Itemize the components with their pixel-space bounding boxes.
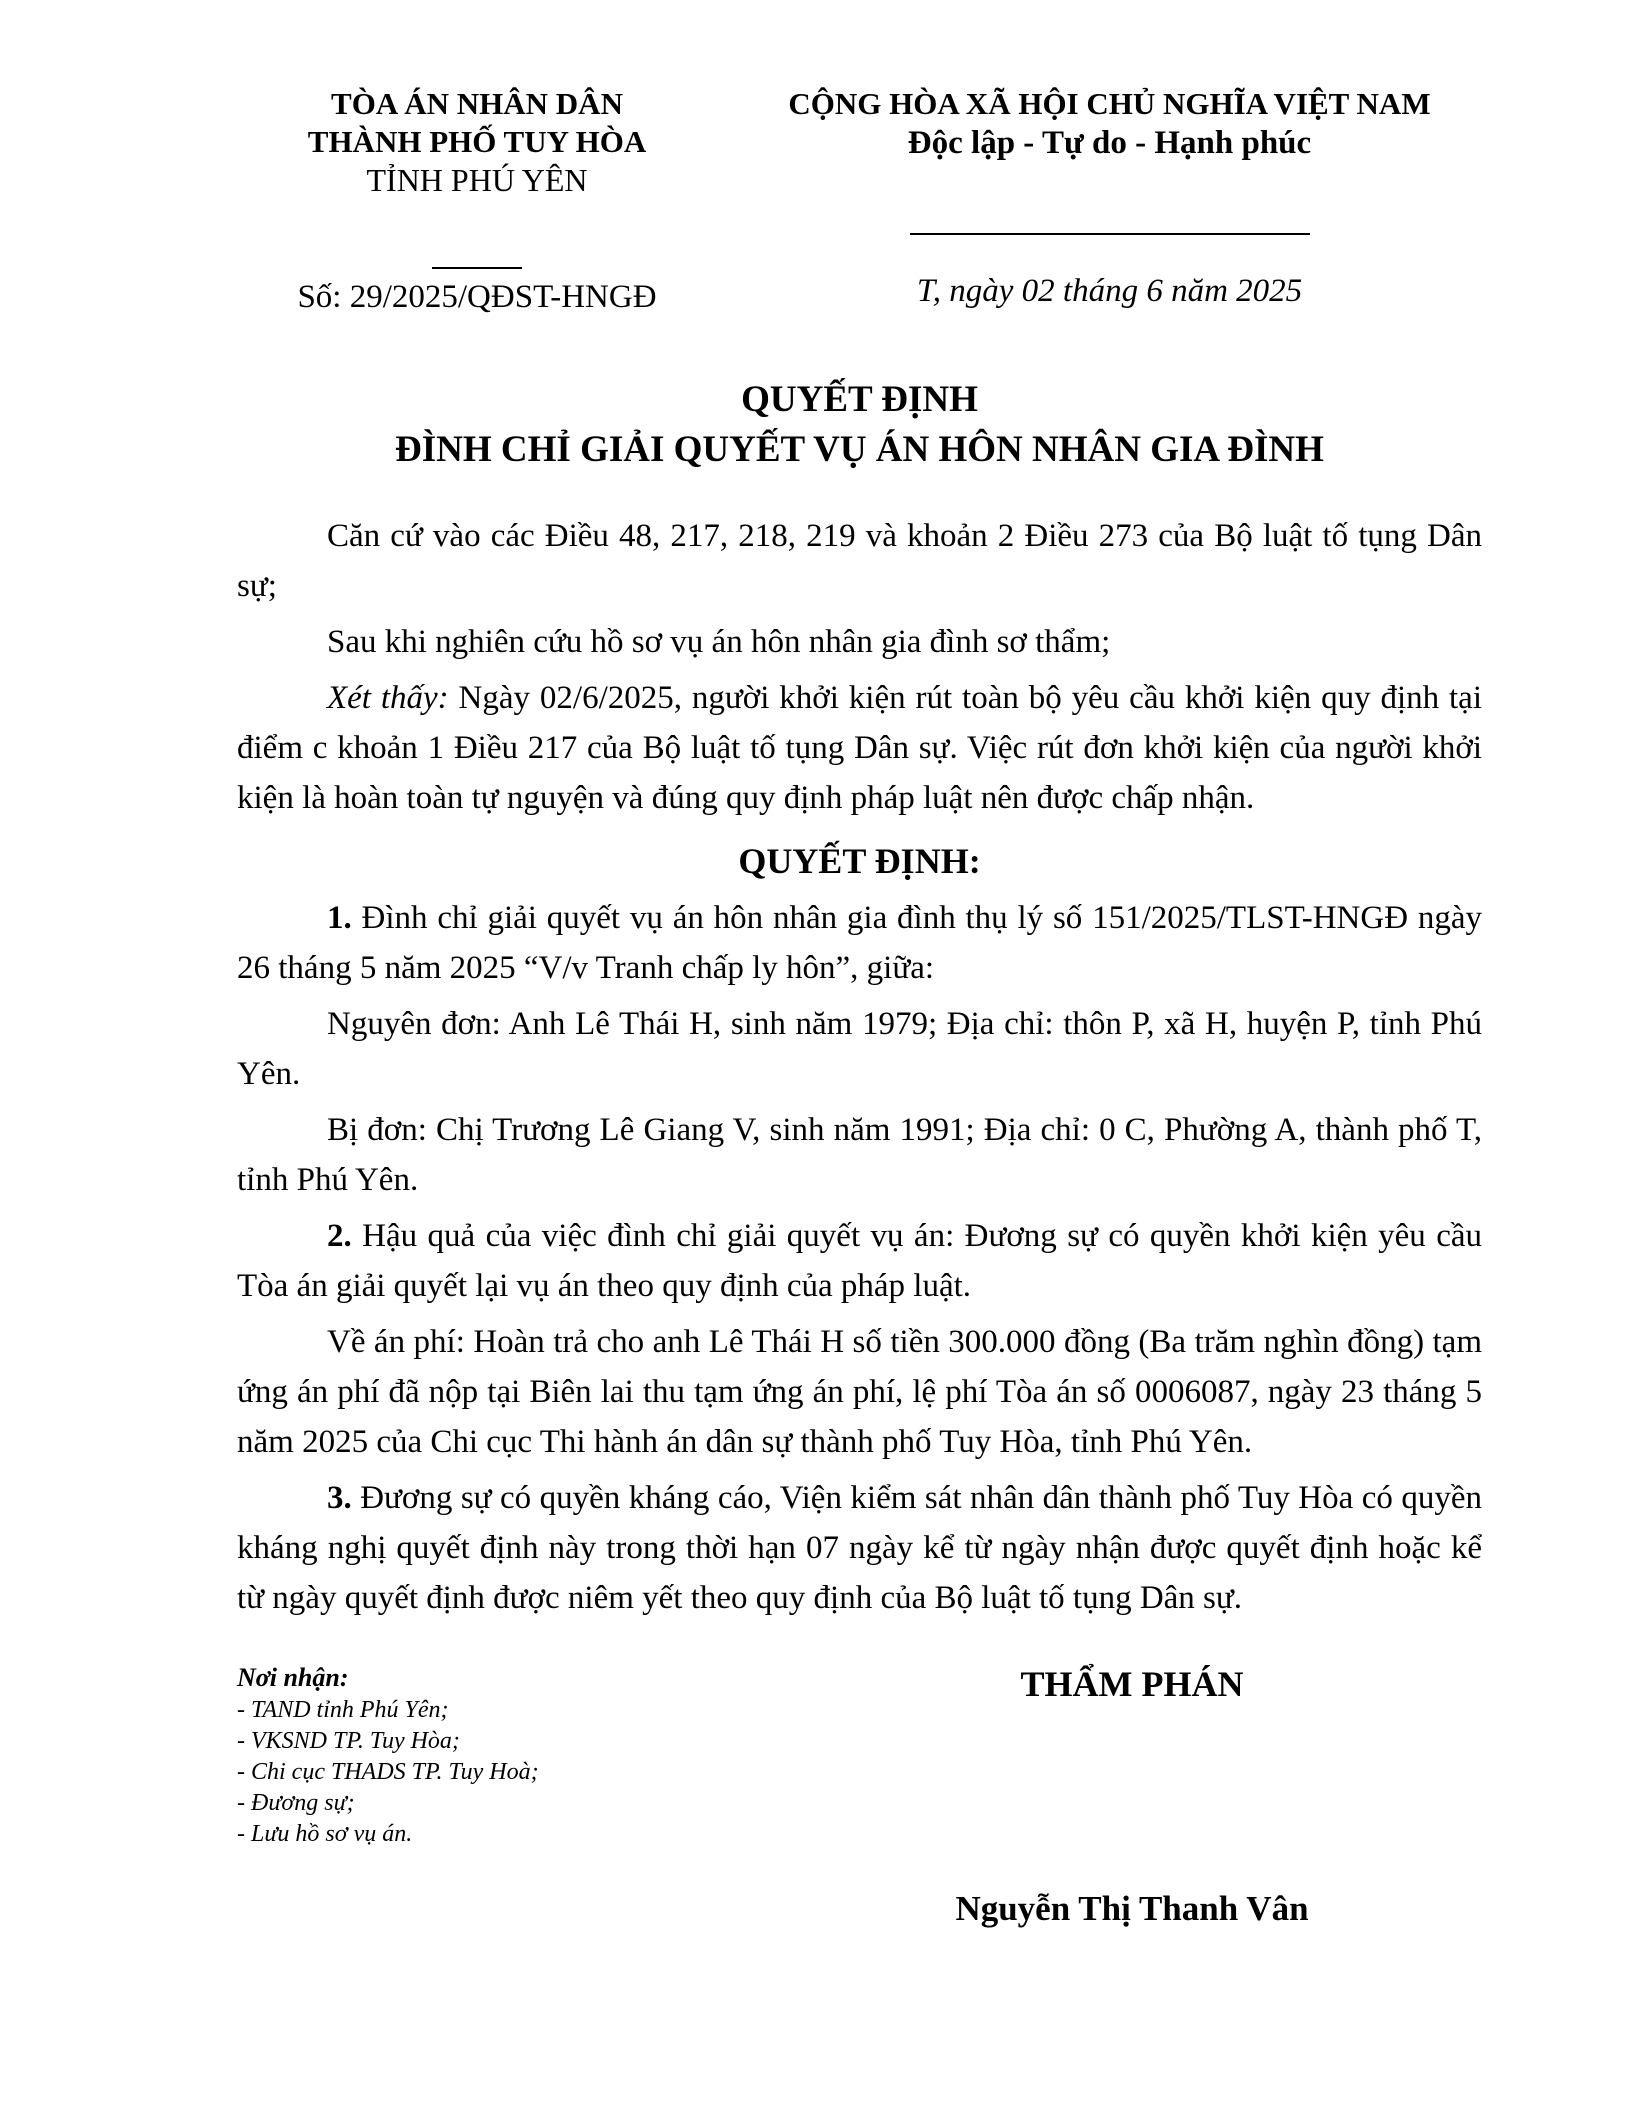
court-fee-paragraph: Về án phí: Hoàn trả cho anh Lê Thái H số tiền 300.000 đồng (Ba trăm nghìn đồng) tạm ứng án phí đã nộp tại Biên lai thu tạm ứng án phí, lệ phí Tòa án số 0006087, ngày 23 tháng 5 năm 2025 của Chi cục Thi hành án dân sự thành phố Tuy Hòa, tỉnh Phú Yên. [237, 1324, 1482, 1460]
decision-1-number: 1. [327, 900, 352, 936]
document-title [237, 375, 1482, 475]
decision-heading: QUYẾT ĐỊNH: [738, 841, 981, 881]
preamble-paragraph-findings: Xét thấy: Ngày 02/6/2025, người khởi kiện rút toàn bộ yêu cầu khởi kiện quy định tại điểm c khoản 1 Điều 217 của Bộ luật tố tụng Dân sự. Việc rút đơn khởi kiện của người khởi kiện là hoàn toàn tự nguyện và đúng quy định pháp luật nên được chấp nhận. [237, 680, 1482, 816]
court-name-line2: THÀNH PHỐ TUY HÒA [307, 124, 647, 159]
findings-lead: Xét thấy: [327, 680, 449, 716]
decision-3-number: 3. [327, 1480, 352, 1516]
document-number: Số: 29/2025/QĐST-HNGĐ [297, 279, 657, 315]
recipients-label: Nơi nhận: [237, 1663, 349, 1692]
document-header [237, 85, 1482, 317]
national-motto: Độc lập - Tự do - Hạnh phúc [907, 125, 1312, 161]
court-name-line3: TỈNH PHÚ YÊN [366, 162, 588, 198]
judge-title: THẨM PHÁN [1020, 1664, 1244, 1704]
recipient-item: - Đương sự; [237, 1790, 355, 1816]
decision-paragraph-1: 1. Đình chỉ giải quyết vụ án hôn nhân gia đình thụ lý số 151/2025/TLST-HNGĐ ngày 26 tháng 5 năm 2025 “V/v Tranh chấp ly hôn”, giữa: [237, 900, 1482, 986]
motto-separator [910, 233, 1310, 235]
document-title-line2: ĐÌNH CHỈ GIẢI QUYẾT VỤ ÁN HÔN NHÂN GIA ĐÌNH [395, 429, 1324, 470]
decision-paragraph-2: 2. Hậu quả của việc đình chỉ giải quyết vụ án: Đương sự có quyền khởi kiện yêu cầu Tòa án giải quyết lại vụ án theo quy định của pháp luật. [237, 1218, 1482, 1304]
recipient-item: - Lưu hồ sơ vụ án. [237, 1821, 413, 1847]
decision-2-number: 2. [327, 1218, 352, 1254]
preamble-paragraph-case-review: Sau khi nghiên cứu hồ sơ vụ án hôn nhân gia đình sơ thẩm; [327, 624, 1111, 660]
court-name-separator [432, 267, 522, 269]
decision-paragraph-3: 3. Đương sự có quyền kháng cáo, Viện kiểm sát nhân dân thành phố Tuy Hòa có quyền kháng nghị quyết định này trong thời hạn 07 ngày kể từ ngày nhận được quyết định hoặc kể từ ngày quyết định được niêm yết theo quy định của Bộ luật tố tụng Dân sự. [237, 1480, 1482, 1616]
plaintiff-paragraph: Nguyên đơn: Anh Lê Thái H, sinh năm 1979; Địa chỉ: thôn P, xã H, huyện P, tỉnh Phú Yên. [237, 1006, 1482, 1092]
court-name-block [237, 85, 717, 317]
national-motto-block [737, 85, 1482, 317]
judge-name: Nguyễn Thị Thanh Vân [955, 1889, 1309, 1928]
recipient-item: - VKSND TP. Tuy Hòa; [237, 1728, 460, 1754]
recipient-item: - Chi cục THADS TP. Tuy Hoà; [237, 1759, 539, 1785]
preamble-paragraph-legal-basis: Căn cứ vào các Điều 48, 217, 218, 219 và khoản 2 Điều 273 của Bộ luật tố tụng Dân sự; [237, 518, 1482, 604]
republic-title: CỘNG HÒA XÃ HỘI CHỦ NGHĨA VIỆT NAM [788, 86, 1431, 121]
court-name-line1: TÒA ÁN NHÂN DÂN [331, 86, 623, 121]
signature-block [757, 1661, 1507, 1931]
recipient-item: - TAND tỉnh Phú Yên; [237, 1697, 449, 1723]
document-body [237, 511, 1482, 1623]
defendant-paragraph: Bị đơn: Chị Trương Lê Giang V, sinh năm 1991; Địa chỉ: 0 C, Phường A, thành phố T, tỉnh Phú Yên. [237, 1112, 1482, 1198]
document-footer [237, 1661, 1482, 2041]
document-title-line1: QUYẾT ĐỊNH [741, 379, 978, 420]
document-date: T, ngày 02 tháng 6 năm 2025 [916, 273, 1303, 309]
